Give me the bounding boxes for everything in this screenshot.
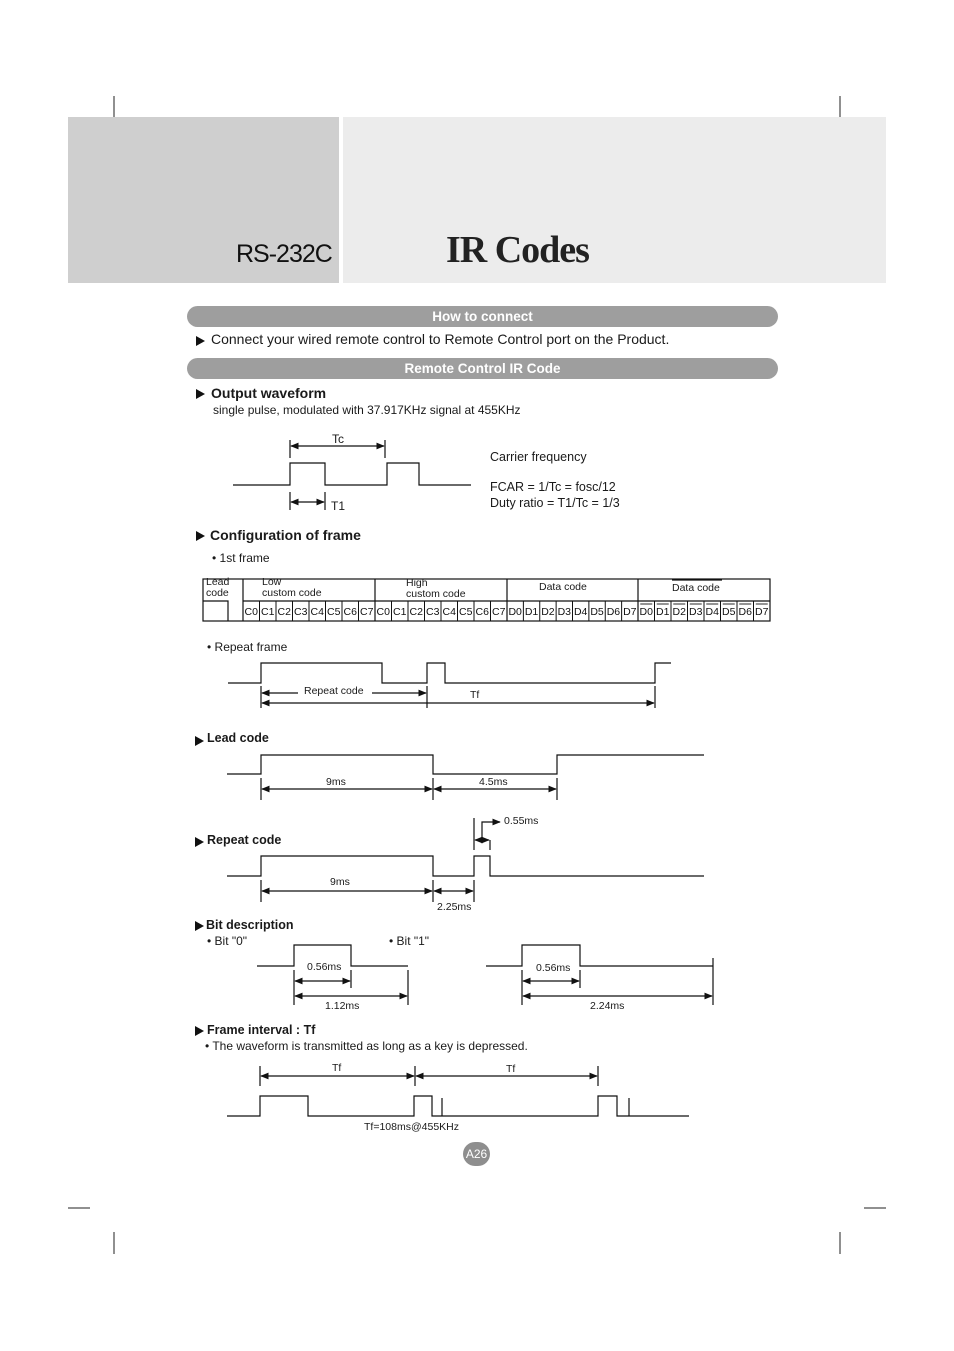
tf-span-label: Tf [470, 689, 480, 701]
lead-code-group-label: Lead [206, 576, 230, 588]
high-custom-code-label: High [406, 577, 428, 589]
bullet-triangle-icon [195, 1026, 204, 1036]
frame-cell-label: C1 [261, 606, 275, 618]
frame-cell-label: C7 [360, 606, 374, 618]
lead-code-high-time: 9ms [326, 776, 346, 788]
frame-cell-label: C0 [244, 606, 258, 618]
output-waveform-heading: Output waveform [211, 385, 327, 401]
frame-cell-label: D0 [639, 606, 653, 618]
repeat-frame-label: • Repeat frame [207, 640, 288, 654]
bullet-triangle-icon [195, 921, 204, 931]
low-custom-code-label-2: custom code [262, 587, 322, 599]
frame-cell-label: C6 [343, 606, 357, 618]
carrier-frequency-label: Carrier frequency [490, 450, 587, 464]
frame-cell-label: C7 [492, 606, 506, 618]
repeat-code-span-label: Repeat code [304, 685, 364, 697]
how-to-connect-bar: How to connect [187, 306, 778, 327]
frame-cell-label: D3 [557, 606, 572, 618]
repeat-code-heading: Repeat code [207, 833, 282, 847]
frame-cell-label: C5 [327, 606, 341, 618]
frame-cell-label: D0 [508, 606, 522, 618]
t1-label: T1 [331, 499, 346, 513]
bit-1-period: 2.24ms [590, 1000, 625, 1012]
page-number-badge: A26 [463, 1142, 490, 1166]
fcar-formula: FCAR = 1/Tc = fosc/12 [490, 480, 616, 494]
bit-0-high-time: 0.56ms [307, 961, 342, 973]
frame-cell-label: C3 [294, 606, 308, 618]
bit-0-label: • Bit "0" [207, 934, 248, 948]
frame-cell-label: C2 [277, 606, 291, 618]
low-custom-code-label: Low [262, 576, 282, 588]
frame-config-heading: Configuration of frame [210, 527, 361, 543]
tc-label: Tc [332, 432, 344, 446]
tf-label-2: Tf [506, 1063, 516, 1075]
data-code-label: Data code [539, 581, 587, 593]
bullet-triangle-icon [195, 736, 204, 746]
bit-description-heading: Bit description [206, 918, 294, 932]
frame-cell-label: D4 [705, 606, 719, 618]
frame-cell-label: D7 [755, 606, 769, 618]
bullet-triangle-icon [195, 837, 204, 847]
output-waveform-description: single pulse, modulated with 37.917KHz signal at 455KHz [213, 403, 521, 417]
frame-cell-label: C4 [310, 606, 324, 618]
repeat-code-low-time: 2.25ms [437, 901, 472, 913]
lead-code-low-time: 4.5ms [479, 776, 508, 788]
frame-cell-label: C3 [426, 606, 440, 618]
connect-instruction: Connect your wired remote control to Remote Control port on the Product. [211, 331, 670, 347]
frame-cell-label: D6 [606, 606, 621, 618]
remote-ir-code-bar: Remote Control IR Code [187, 358, 778, 379]
inverted-data-code-label: Data code [672, 582, 720, 594]
lead-code-group-label-2: code [206, 587, 229, 599]
high-custom-code-label-2: custom code [406, 588, 466, 600]
frame-cell-label: D7 [623, 606, 637, 618]
duty-ratio-formula: Duty ratio = T1/Tc = 1/3 [490, 496, 620, 510]
frame-cell-label: C2 [409, 606, 423, 618]
page-title: IR Codes [446, 229, 589, 271]
frame-cell-label: D5 [722, 606, 736, 618]
frame-cell-label: D2 [541, 606, 555, 618]
frame-cell-label: C6 [475, 606, 489, 618]
frame-interval-note: • The waveform is transmitted as long as a key is depressed. [205, 1039, 528, 1053]
repeat-code-high-time: 9ms [330, 876, 350, 888]
repeat-pulse-time: 0.55ms [504, 815, 539, 827]
frame-cell-label: D2 [672, 606, 686, 618]
frame-interval-heading: Frame interval : Tf [207, 1023, 316, 1037]
frame-cell-label: D4 [573, 606, 588, 618]
frame-cell-label: D5 [590, 606, 604, 618]
frame-cell-label: C1 [393, 606, 407, 618]
frame-cell-label: C0 [376, 606, 390, 618]
frame-cell-label: C5 [459, 606, 473, 618]
frame-cell-label: D1 [656, 606, 670, 618]
frame-cell-label: D3 [689, 606, 703, 618]
frame-cell-label: D1 [524, 606, 539, 618]
tf-value: Tf=108ms@455KHz [364, 1121, 459, 1133]
frame-cell-label: D6 [738, 606, 752, 618]
bit-1-label: • Bit "1" [389, 934, 430, 948]
bit-0-period: 1.12ms [325, 1000, 360, 1012]
bit-1-high-time: 0.56ms [536, 962, 571, 974]
tf-label-1: Tf [332, 1062, 342, 1074]
lead-code-heading: Lead code [207, 731, 269, 745]
section-title: RS-232C [236, 240, 332, 268]
frame-cell-label: C4 [442, 606, 456, 618]
first-frame-label: • 1st frame [212, 551, 270, 565]
